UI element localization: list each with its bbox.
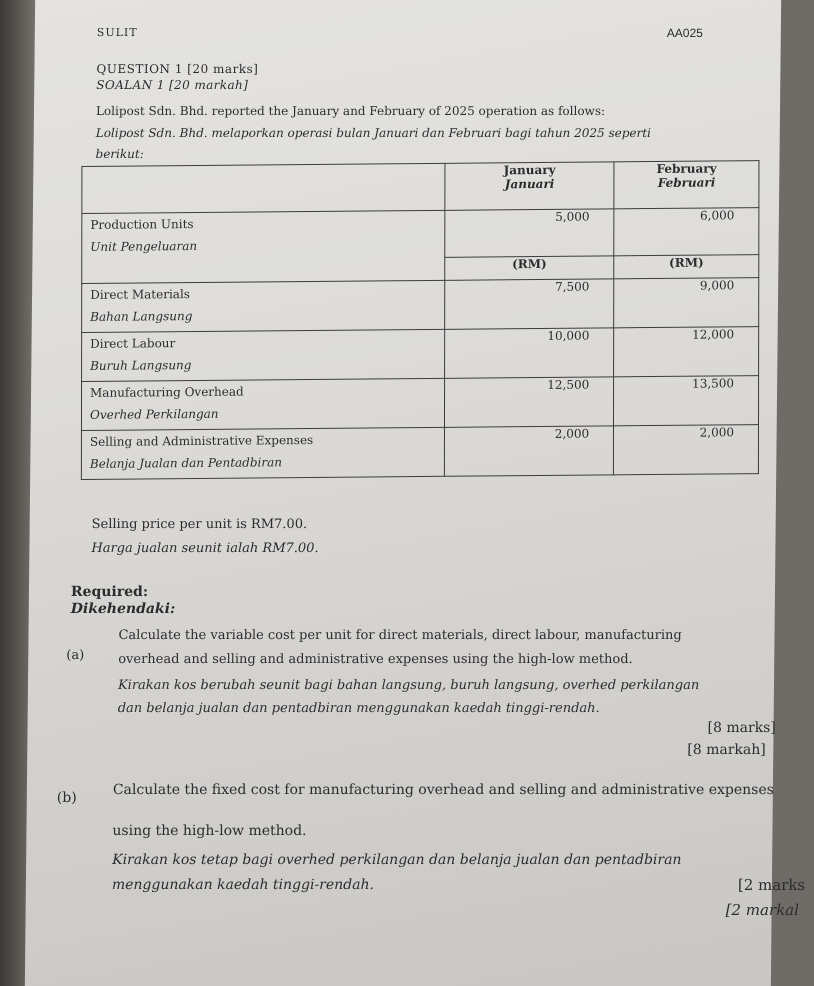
row-label-en: Production Units <box>90 217 194 232</box>
sulit-label: SULIT <box>96 26 138 39</box>
row-label-ms: Overhed Perkilangan <box>89 406 219 422</box>
cost-table <box>81 160 760 480</box>
table-row <box>81 425 758 480</box>
part-a-label: (a) <box>66 648 85 663</box>
row-label <box>82 329 445 381</box>
cell-value: 9,000 <box>614 278 759 328</box>
header-january <box>445 162 614 210</box>
part-a-text-line2: overhead and selling and administrative expenses using the high-low method. <box>118 652 633 667</box>
row-label-en: Direct Materials <box>90 287 190 302</box>
header-february-ms: Februari <box>657 175 716 190</box>
cell-value: 2,000 <box>614 425 759 475</box>
row-label <box>82 210 445 283</box>
table-row <box>82 208 759 261</box>
row-label-ms: Buruh Langsung <box>90 358 192 373</box>
header-january-ms: Januari <box>504 176 555 192</box>
currency-february: (RM) <box>614 255 759 279</box>
header-february <box>614 161 759 209</box>
exam-paper <box>25 0 806 986</box>
cell-units-january: 5,000 <box>445 209 614 257</box>
question-title: QUESTION 1 [20 marks] <box>96 62 259 76</box>
selling-price-text-ms: Harga jualan seunit ialah RM7.00. <box>91 541 319 556</box>
currency-january: (RM) <box>445 256 614 280</box>
table-row <box>81 376 758 431</box>
cell-value: 13,500 <box>614 376 759 426</box>
row-label-ms: Unit Pengeluaran <box>90 238 198 254</box>
table-row <box>82 327 759 382</box>
part-b-text-ms-line2: menggunakan kaedah tinggi-rendah. <box>111 877 375 893</box>
intro-text-ms-cont: berikut: <box>95 147 144 161</box>
question-title-ms: SOALAN 1 [20 markah] <box>96 78 249 92</box>
part-b-text-line2: using the high-low method. <box>112 823 307 839</box>
course-code: AA025 <box>666 26 703 40</box>
selling-price-text: Selling price per unit is RM7.00. <box>91 517 308 532</box>
cell-units-february: 6,000 <box>614 208 759 256</box>
part-b-marks: [2 marks <box>737 876 806 894</box>
header-january-en: January <box>503 162 556 178</box>
row-label-ms: Bahan Langsung <box>90 309 193 324</box>
row-label-ms: Belanja Jualan dan Pentadbiran <box>89 455 283 471</box>
part-a-text-ms-line2: dan belanja jualan dan pentadbiran menggunakan kaedah tinggi-rendah. <box>117 701 600 716</box>
cell-value: 2,000 <box>444 426 613 476</box>
part-a-text-line1: Calculate the variable cost per unit for direct materials, direct labour, manufacturing <box>118 628 682 643</box>
part-a-marks: [8 marks] <box>707 720 776 736</box>
intro-text-ms: Lolipost Sdn. Bhd. melaporkan operasi bulan Januari dan Februari bagi tahun 2025 seperti <box>95 126 652 140</box>
row-label <box>81 378 444 430</box>
required-heading: Required: <box>70 584 149 600</box>
row-label <box>81 427 444 479</box>
row-label-en: Selling and Administrative Expenses <box>89 432 314 449</box>
cell-value: 12,500 <box>445 377 614 427</box>
table-row <box>82 278 759 333</box>
part-b-text-ms-line1: Kirakan kos tetap bagi overhed perkilangan dan belanja jualan dan pentadbiran <box>112 852 682 868</box>
cell-value: 12,000 <box>614 327 759 377</box>
part-b-marks-ms: [2 markal <box>725 901 800 919</box>
row-label <box>82 280 445 332</box>
row-label-en: Direct Labour <box>90 336 176 351</box>
intro-text: Lolipost Sdn. Bhd. reported the January and February of 2025 operation as follows: <box>95 104 606 118</box>
part-b-label: (b) <box>56 790 77 806</box>
part-a-marks-ms: [8 markah] <box>687 742 766 758</box>
cell-value: 7,500 <box>445 279 614 329</box>
part-b-text-line1: Calculate the fixed cost for manufacturing overhead and selling and administrative expenses <box>112 782 774 798</box>
part-a-text-ms-line1: Kirakan kos berubah seunit bagi bahan langsung, buruh langsung, overhed perkilangan <box>117 678 700 693</box>
header-blank-cell <box>82 163 445 213</box>
table-header-row <box>82 161 759 214</box>
cell-value: 10,000 <box>445 328 614 378</box>
row-label-en: Manufacturing Overhead <box>90 384 244 400</box>
required-heading-ms: Dikehendaki: <box>70 601 176 617</box>
header-february-en: February <box>656 161 717 176</box>
